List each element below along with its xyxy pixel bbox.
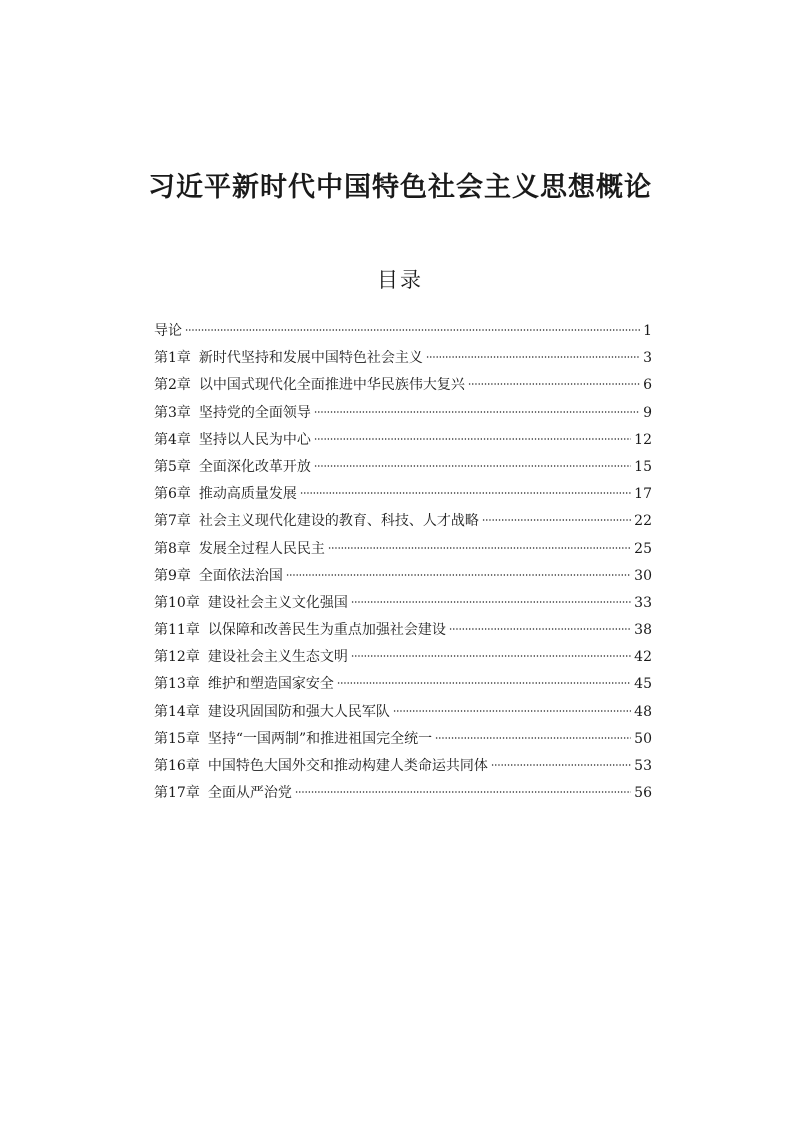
toc-entry[interactable] bbox=[154, 536, 652, 563]
toc-entry[interactable] bbox=[154, 671, 652, 698]
toc-chapter-title: 社会主义现代化建设的教育、科技、人才战略 bbox=[198, 513, 479, 530]
toc-entry-label bbox=[154, 617, 446, 644]
dot-leader bbox=[449, 628, 631, 630]
toc-page-number: 22 bbox=[634, 513, 652, 530]
toc-entry[interactable] bbox=[154, 699, 652, 726]
toc-chapter-number: 第15章 bbox=[154, 730, 200, 747]
toc-entry-label bbox=[154, 536, 325, 563]
dot-leader bbox=[328, 547, 631, 549]
toc-entry[interactable] bbox=[154, 481, 652, 508]
toc-page-number: 56 bbox=[634, 785, 652, 802]
toc-entry[interactable] bbox=[154, 726, 652, 753]
toc-entry[interactable] bbox=[154, 780, 652, 807]
dot-leader bbox=[482, 519, 631, 521]
toc-entry-label bbox=[154, 780, 292, 807]
toc-chapter-title: 维护和塑造国家安全 bbox=[207, 676, 334, 693]
dot-leader bbox=[468, 383, 640, 385]
toc-entry[interactable] bbox=[154, 563, 652, 590]
table-of-contents bbox=[154, 318, 652, 807]
toc-entry[interactable] bbox=[154, 753, 652, 780]
toc-chapter-title: 建设社会主义文化强国 bbox=[207, 594, 348, 611]
toc-chapter-title: 发展全过程人民民主 bbox=[198, 540, 325, 557]
toc-chapter-title: 建设巩固国防和强大人民军队 bbox=[207, 703, 390, 720]
toc-chapter-number: 第10章 bbox=[154, 594, 200, 611]
toc-page-number: 30 bbox=[634, 567, 652, 584]
toc-page-number: 45 bbox=[634, 676, 652, 693]
dot-leader bbox=[393, 710, 631, 712]
toc-chapter-number: 第3章 bbox=[154, 404, 191, 421]
toc-heading: 目录 bbox=[377, 268, 423, 292]
dot-leader bbox=[314, 411, 640, 413]
toc-chapter-number: 第2章 bbox=[154, 377, 191, 394]
toc-entry[interactable] bbox=[154, 345, 652, 372]
toc-entry[interactable] bbox=[154, 400, 652, 427]
toc-page-number: 48 bbox=[634, 703, 652, 720]
toc-page-number: 9 bbox=[643, 404, 652, 421]
toc-chapter-title: 坚持“一国两制”和推进祖国完全统一 bbox=[207, 730, 433, 747]
toc-chapter-title: 建设社会主义生态文明 bbox=[207, 649, 348, 666]
dot-leader bbox=[435, 737, 631, 739]
toc-entry-label bbox=[154, 590, 348, 617]
toc-chapter-title: 中国特色大国外交和推动构建人类命运共同体 bbox=[207, 758, 488, 774]
toc-page-number: 6 bbox=[643, 377, 652, 394]
toc-page-number: 50 bbox=[634, 730, 652, 747]
toc-page-number: 12 bbox=[634, 431, 652, 448]
toc-entry[interactable] bbox=[154, 372, 652, 399]
toc-entry-label bbox=[154, 400, 311, 427]
document-title: 习近平新时代中国特色社会主义思想概论 bbox=[148, 172, 652, 204]
toc-page-number: 15 bbox=[634, 458, 652, 475]
dot-leader bbox=[314, 438, 631, 440]
toc-chapter-number: 第13章 bbox=[154, 676, 200, 693]
dot-leader bbox=[314, 465, 631, 467]
toc-entry[interactable] bbox=[154, 617, 652, 644]
toc-entry-label bbox=[154, 318, 182, 345]
dot-leader bbox=[491, 764, 631, 766]
toc-entry-label bbox=[154, 454, 311, 481]
toc-entry-label bbox=[154, 563, 283, 590]
toc-entry-label bbox=[154, 644, 348, 671]
toc-page-number: 17 bbox=[634, 486, 652, 503]
toc-entry-label bbox=[154, 508, 479, 535]
toc-page-number: 53 bbox=[634, 758, 652, 774]
toc-page-number: 38 bbox=[634, 622, 652, 639]
dot-leader bbox=[337, 682, 631, 684]
toc-page-number: 3 bbox=[643, 350, 652, 367]
toc-entry-label bbox=[154, 345, 423, 372]
toc-entry[interactable] bbox=[154, 427, 652, 454]
toc-page-number: 25 bbox=[634, 540, 652, 557]
toc-entry-label bbox=[154, 753, 488, 780]
toc-page-number: 33 bbox=[634, 594, 652, 611]
dot-leader bbox=[286, 574, 631, 576]
toc-chapter-title: 全面深化改革开放 bbox=[198, 458, 311, 475]
dot-leader bbox=[351, 601, 631, 603]
toc-chapter-number: 第14章 bbox=[154, 703, 200, 720]
toc-entry-label bbox=[154, 726, 432, 753]
toc-entry[interactable] bbox=[154, 644, 652, 671]
dot-leader bbox=[185, 329, 640, 331]
toc-chapter-number: 第16章 bbox=[154, 758, 200, 774]
toc-chapter-number: 第5章 bbox=[154, 458, 191, 475]
toc-chapter-title: 坚持党的全面领导 bbox=[198, 404, 311, 421]
toc-chapter-title: 坚持以人民为中心 bbox=[198, 431, 311, 448]
toc-chapter-title: 以保障和改善民生为重点加强社会建设 bbox=[207, 622, 446, 639]
toc-entry[interactable] bbox=[154, 590, 652, 617]
toc-chapter-number: 第7章 bbox=[154, 513, 191, 530]
toc-chapter-title: 全面依法治国 bbox=[198, 567, 283, 584]
dot-leader bbox=[295, 791, 631, 793]
toc-chapter-number: 第11章 bbox=[154, 622, 200, 639]
toc-entry-label bbox=[154, 671, 334, 698]
toc-entry[interactable] bbox=[154, 508, 652, 535]
toc-entry-label bbox=[154, 699, 390, 726]
toc-entry-label bbox=[154, 372, 465, 399]
toc-page-number: 42 bbox=[634, 649, 652, 666]
toc-page-number: 1 bbox=[643, 323, 652, 339]
toc-chapter-number: 第4章 bbox=[154, 431, 191, 448]
dot-leader bbox=[300, 492, 631, 494]
toc-entry[interactable] bbox=[154, 454, 652, 481]
toc-chapter-title: 导论 bbox=[154, 323, 182, 339]
toc-chapter-number: 第1章 bbox=[154, 350, 191, 367]
toc-chapter-number: 第8章 bbox=[154, 540, 191, 557]
toc-chapter-number: 第12章 bbox=[154, 649, 200, 666]
toc-chapter-title: 以中国式现代化全面推进中华民族伟大复兴 bbox=[198, 377, 465, 394]
toc-chapter-number: 第9章 bbox=[154, 567, 191, 584]
toc-chapter-number: 第17章 bbox=[154, 785, 200, 802]
toc-entry-label bbox=[154, 427, 311, 454]
toc-chapter-number: 第6章 bbox=[154, 486, 191, 503]
dot-leader bbox=[426, 356, 640, 358]
toc-chapter-title: 推动高质量发展 bbox=[198, 486, 297, 503]
toc-chapter-title: 新时代坚持和发展中国特色社会主义 bbox=[198, 350, 423, 367]
toc-entry[interactable] bbox=[154, 318, 652, 345]
toc-chapter-title: 全面从严治党 bbox=[207, 785, 292, 802]
toc-entry-label bbox=[154, 481, 297, 508]
dot-leader bbox=[351, 655, 631, 657]
